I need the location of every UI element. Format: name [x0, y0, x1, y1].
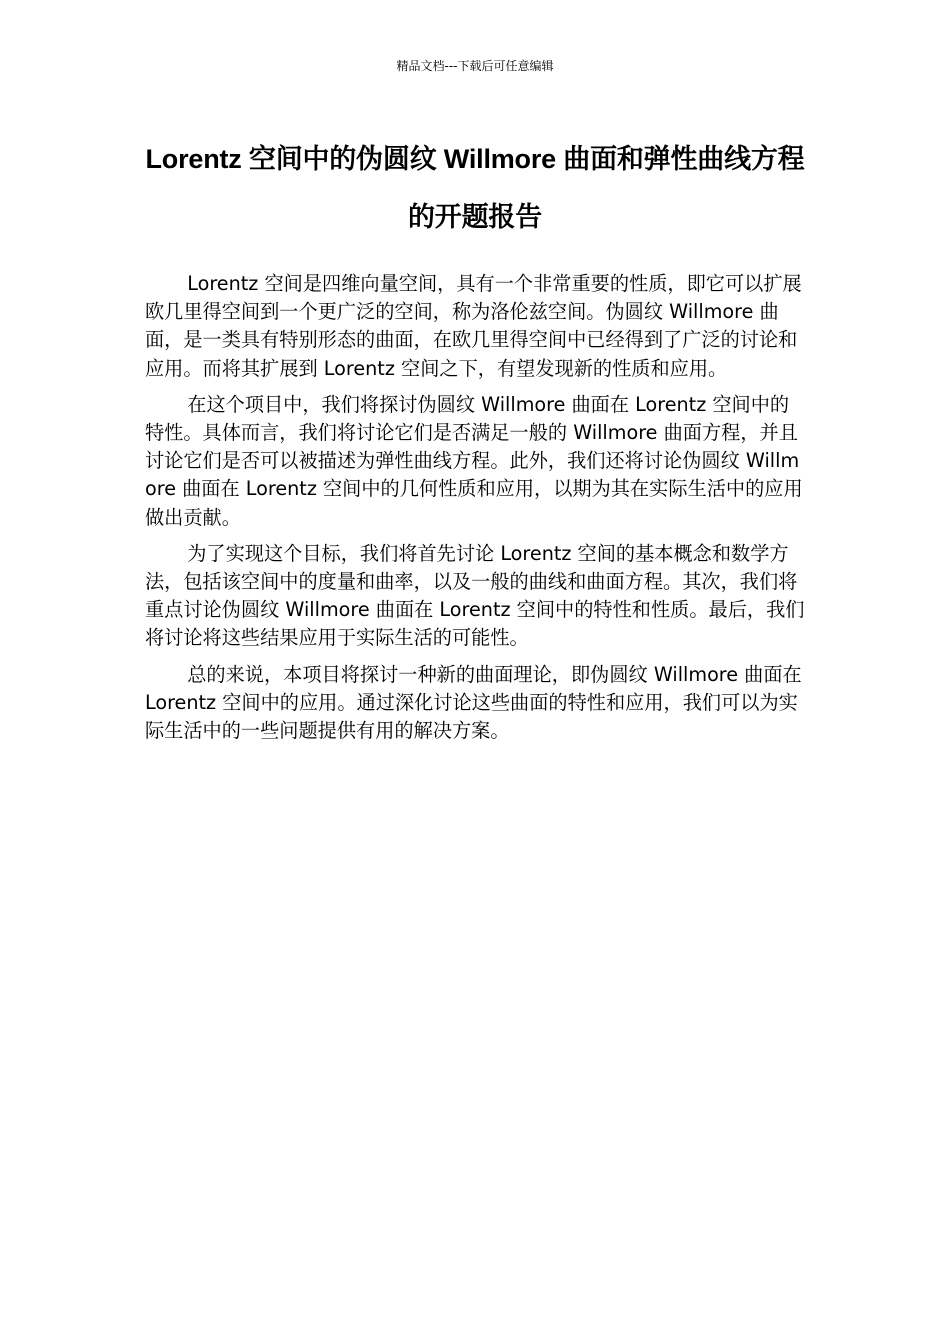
paragraph-3: 为了实现这个目标，我们将首先讨论 Lorentz 空间的基本概念和数学方法，包括该空间中的度量和曲率，以及一般的曲线和曲面方程。其次，我们将重点讨论伪圆纹 Willmore 曲面在 Lorentz 空间中的特性和性质。最后，我们将讨论将这些结果应用于实际生活的可能性。	[145, 541, 805, 650]
header-note: 精品文档---下载后可任意编辑	[396, 59, 554, 73]
document-body	[145, 270, 805, 753]
paragraph-4: 总的来说，本项目将探讨一种新的曲面理论，即伪圆纹 Willmore 曲面在 Lorentz 空间中的应用。通过深化讨论这些曲面的特性和应用，我们可以为实际生活中的一些问题提供有用的解决方案。	[145, 662, 802, 743]
paragraph-2: 在这个项目中，我们将探讨伪圆纹 Willmore 曲面在 Lorentz 空间中的特性。具体而言，我们将讨论它们是否满足一般的 Willmore 曲面方程，并且讨论它们是否可以被描述为弹性曲线方程。此外，我们还将讨论伪圆纹 Willmore 曲面在 Lorentz 空间中的几何性质和应用，以期为其在实际生活中的应用做出贡献。	[145, 392, 803, 529]
paragraph-1: Lorentz 空间是四维向量空间，具有一个非常重要的性质，即它可以扩展欧几里得空间到一个更广泛的空间，称为洛伦兹空间。伪圆纹 Willmore 曲面，是一类具有特别形态的曲面，在欧几里得空间中已经得到了广泛的讨论和应用。而将其扩展到 Lorentz 空间之下，有望发现新的性质和应用。	[145, 272, 802, 380]
document-title: Lorentz 空间中的伪圆纹 Willmore 曲面和弹性曲线方程的开题报告	[145, 144, 805, 232]
